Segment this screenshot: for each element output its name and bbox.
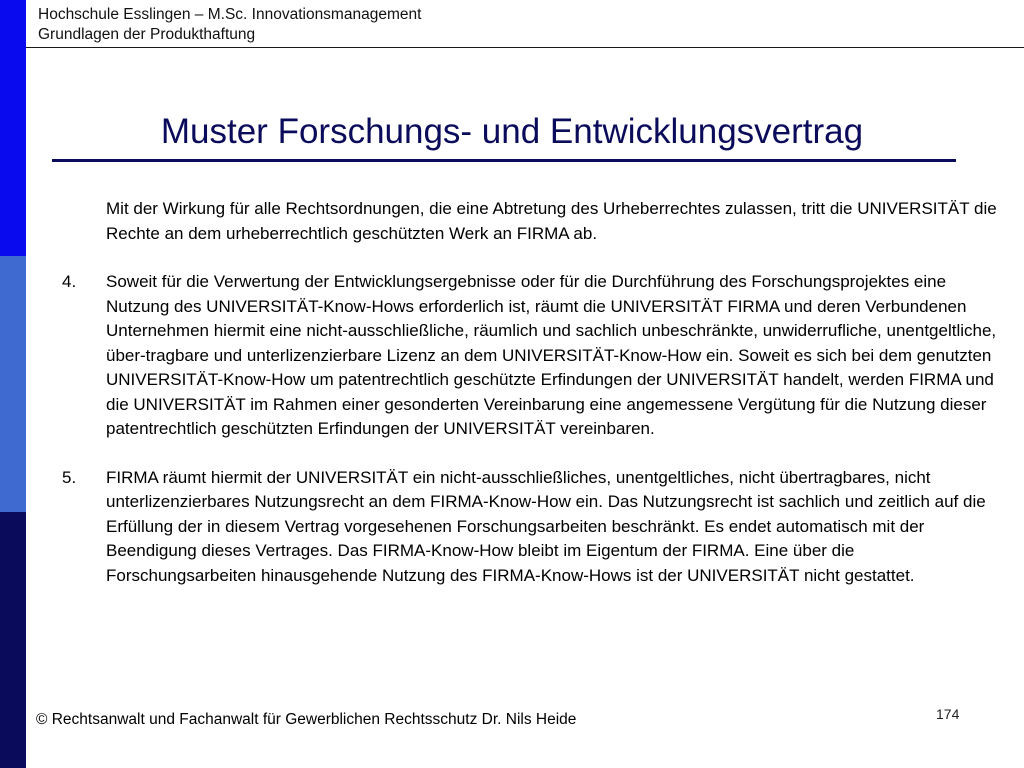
slide-header [38, 5, 421, 45]
header-institution: Hochschule Esslingen – M.Sc. Innovationsmanagement [38, 6, 422, 23]
accent-sidebar [0, 0, 26, 768]
slide-body [62, 197, 1002, 612]
paragraph-intro [62, 197, 1002, 246]
header-course: Grundlagen der Produkthaftung [38, 26, 256, 43]
accent-bar-middle [0, 256, 26, 512]
accent-bar-bottom [0, 512, 26, 768]
paragraph-4 [62, 270, 1002, 442]
header-divider [26, 47, 1024, 48]
title-underline [52, 159, 956, 162]
page-number: 174 [936, 706, 960, 722]
paragraph-5 [62, 466, 1002, 589]
paragraph-text: Mit der Wirkung für alle Rechtsordnungen, die eine Abtretung des Urheberrechtes zulassen, tritt die UNIVERSITÄT die Rechte an dem urheberrechtlich geschützten Werk an FIRMA ab. [106, 199, 997, 243]
footer-copyright: © Rechtsanwalt und Fachanwalt für Gewerblichen Rechtsschutz Dr. Nils Heide [36, 711, 577, 728]
paragraph-text: Soweit für die Verwertung der Entwicklungsergebnisse oder für die Durchführung des Forschungsprojektes eine Nutzung des UNIVERSITÄT-Know-Hows erforderlich ist, räumt die UNIVERSITÄT FIRMA und deren Verbundenen Unternehmen hiermit eine nicht-ausschließliche, räumlich und sachlich unbeschränkte, unwiderrufliche, unentgeltliche, über-tragbare und unterlizenzierbare Lizenz an dem UNIVERSITÄT-Know-How ein. Soweit es sich bei dem genutzten UNIVERSITÄT-Know-How um patentrechtlich geschützte Erfindungen der UNIVERSITÄT handelt, werden FIRMA und die UNIVERSITÄT im Rahmen einer gesonderten Vereinbarung eine angemessene Vergütung für die Nutzung dieser patentrechtlich geschützten Erfindungen der UNIVERSITÄT vereinbaren. [106, 272, 997, 438]
paragraph-text: FIRMA räumt hiermit der UNIVERSITÄT ein nicht-ausschließliches, unentgeltliches, nicht übertragbares, nicht unterlizenzierbares Nutzungsrecht an dem FIRMA-Know-How ein. Das Nutzungsrecht ist sachlich und zeitlich auf die Erfüllung der in diesem Vertrag vorgesehenen Forschungsarbeiten beschränkt. Es endet automatisch mit der Beendigung dieses Vertrages. Das FIRMA-Know-How bleibt im Eigentum der FIRMA. Eine über die Forschungsarbeiten hinausgehende Nutzung des FIRMA-Know-Hows ist der UNIVERSITÄT nicht gestattet. [106, 467, 986, 585]
paragraph-number: 4. [62, 272, 77, 291]
paragraph-number: 5. [62, 467, 77, 487]
accent-bar-top [0, 0, 26, 256]
slide-title: Muster Forschungs- und Entwicklungsvertrag [160, 112, 864, 151]
